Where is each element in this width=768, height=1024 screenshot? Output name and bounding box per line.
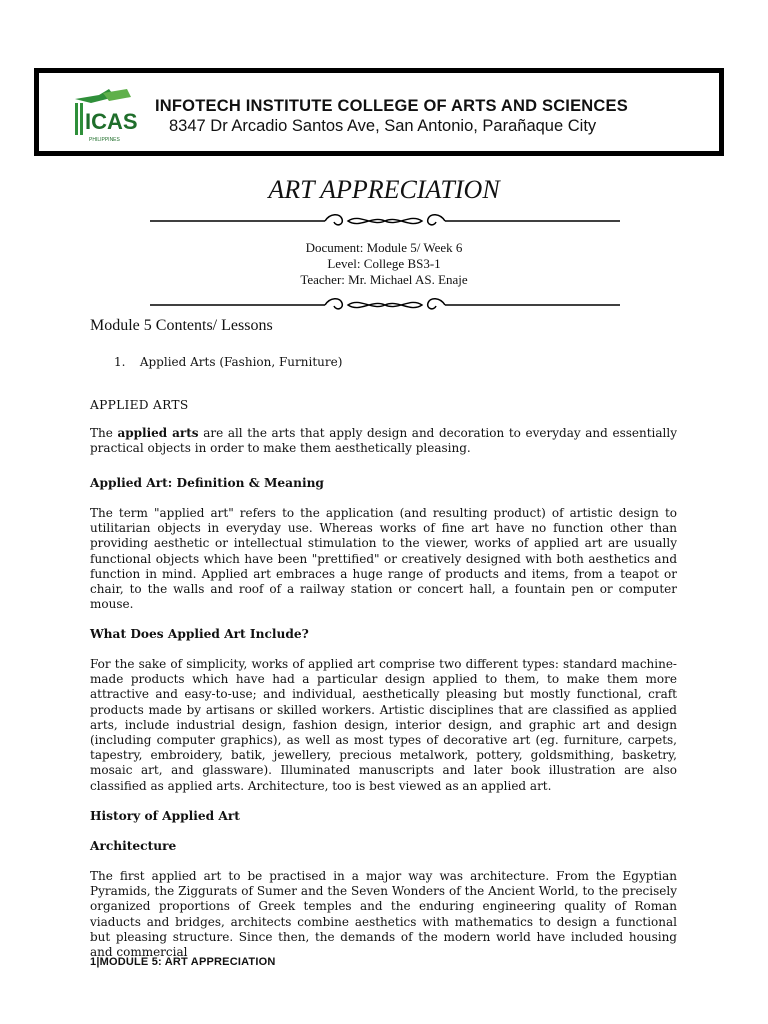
document-label: Document: Module 5/ Week 6 bbox=[305, 240, 463, 255]
contents-list-item bbox=[114, 355, 342, 369]
definition-heading: Applied Art: Definition & Meaning bbox=[90, 476, 324, 490]
architecture-heading: Architecture bbox=[90, 839, 177, 853]
definition-paragraph: The term "applied art" refers to the application (and resulting product) of artistic design to utilitarian objects in everyday use. Whereas works of fine art have no function other than providing aesthetic or intellectual stimulation to the viewer, works of applied art are usually functional objects which have been "prettified" or creatively designed with both aesthetics and function in mind. Applied art embraces a huge range of products and items, from a teapot or chair, to the walls and roof of a railway station or concert hall, a fountain pen or computer mouse. bbox=[90, 506, 677, 612]
list-item-text: Applied Arts (Fashion, Furniture) bbox=[139, 355, 343, 369]
header-box bbox=[34, 68, 724, 156]
applied-arts-heading: APPLIED ARTS bbox=[90, 398, 189, 412]
contents-heading: Module 5 Contents/ Lessons bbox=[90, 317, 273, 334]
ornament-divider-top bbox=[150, 211, 620, 231]
teacher-label: Teacher: Mr. Michael AS. Enaje bbox=[300, 272, 468, 287]
ornament-divider-bottom bbox=[150, 295, 620, 315]
document-title: ART APPRECIATION bbox=[268, 175, 500, 204]
history-heading: History of Applied Art bbox=[90, 809, 240, 823]
level-label: Level: College BS3-1 bbox=[327, 256, 441, 271]
list-item-number: 1. bbox=[114, 355, 126, 369]
page-footer: 1|MODULE 5: ART APPRECIATION bbox=[90, 956, 276, 968]
architecture-paragraph: The first applied art to be practised in a major way was architecture. From the Egyptian Pyramids, the Ziggurats of Sumer and the Seven Wonders of the Ancient World, to the precisely organized proportions of Greek temples and the enduring engineering quality of Roman viaducts and bridges, architects combine aesthetics with mathematics to design a functional but pleasing structure. Since then, the demands of the modern world have included housing and commercial bbox=[90, 869, 677, 960]
svg-text:PHILIPPINES: PHILIPPINES bbox=[89, 137, 120, 143]
include-heading: What Does Applied Art Include? bbox=[90, 627, 309, 641]
svg-text:ICAS: ICAS bbox=[85, 109, 138, 134]
institution-name: INFOTECH INSTITUTE COLLEGE OF ARTS AND SCIENCES bbox=[155, 97, 628, 115]
icas-logo bbox=[69, 87, 139, 149]
include-paragraph: For the sake of simplicity, works of applied art comprise two different types: standard machine-made products which have had a particular design applied to them, to make them more attractive and easy-to-use; and individual, aesthetically pleasing but mostly functional, craft products made by artisans or skilled workers. Artistic disciplines that are classified as applied arts, include industrial design, fashion design, interior design, and graphic art and design (including computer graphics), as well as most types of decorative art (eg. furniture, carpets, tapestry, embroidery, batik, jewellery, precious metalwork, pottery, goldsmithing, basketry, mosaic art, and glassware). Illuminated manuscripts and later book illustration are also classified as applied arts. Architecture, too is best viewed as an applied art. bbox=[90, 657, 677, 793]
intro-paragraph: The applied arts are all the arts that apply design and decoration to everyday and essentially practical objects in order to make them aesthetically pleasing. bbox=[90, 426, 677, 456]
institution-address: 8347 Dr Arcadio Santos Ave, San Antonio, Parañaque City bbox=[169, 117, 597, 135]
